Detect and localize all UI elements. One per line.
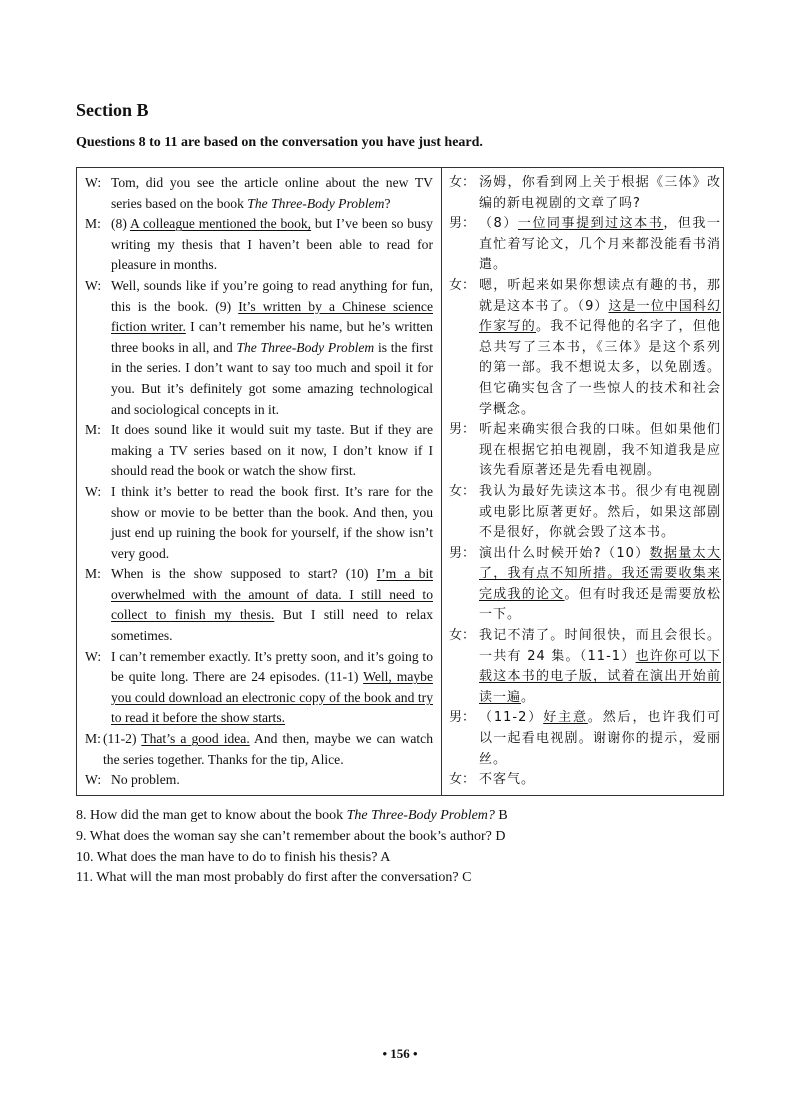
text-segment: No problem. (111, 772, 180, 788)
text-segment: ，但我一直忙着写论文，几个月来都没能看书消遣。 (479, 216, 721, 273)
text-segment: 。 (521, 689, 536, 705)
underlined-answer-text: 一位同事提到过这本书 (517, 216, 664, 232)
dialogue-turn (449, 214, 721, 276)
text-segment: It does sound like it would suit my taste. But if they are making a TV series based on it now, I don’t know if I should read the book or watch the show first. (111, 422, 433, 479)
dialogue-turn (449, 626, 721, 708)
text-segment: What does the man have to do to finish his thesis? (93, 849, 378, 865)
answer-key: D (495, 828, 506, 844)
dialogue-turn (449, 708, 721, 770)
text-segment: 。但有时我还是需要放松一下。 (479, 586, 721, 623)
text-segment: How did the man get to know about the book (86, 808, 347, 823)
dialogue-text (479, 420, 721, 482)
question-item (76, 848, 726, 869)
underlined-answer-text: It’s written by a Chinese science fiction writer. (111, 298, 433, 335)
dialogue-turn (85, 729, 433, 770)
column-divider (441, 168, 442, 795)
dialogue-turn (85, 173, 433, 214)
speaker-label: M: (85, 566, 101, 582)
speaker-label: 女： (449, 277, 476, 293)
underlined-answer-text: That’s a good idea. (141, 731, 250, 747)
text-segment: 。我不记得他的名字了，但他总共写了三本书，《三体》是这个系列的第一部。我不想说太多，以免剧透。但它确实包含了一些惊人的技术和社会学概念。 (479, 319, 721, 417)
text-segment: 嗯，听起来如果你想读点有趣的书，那就是这本书了。（9） (479, 277, 721, 314)
text-segment: but I’ve been so busy writing my thesis that I haven’t been able to read for pleasure in months. (111, 216, 433, 273)
text-segment: Well, sounds like if you’re going to read anything for fun, this is the book. (9) (111, 277, 433, 314)
speaker-label: W: (85, 175, 102, 190)
text-segment: I can’t remember his name, but he’s written three books in all, and (111, 319, 433, 355)
dialogue-text (479, 544, 721, 626)
text-segment: 演出什么时候开始?（10） (479, 545, 650, 561)
underlined-answer-text: 这是一位中国科幻作家写的 (479, 298, 721, 335)
text-segment: 听起来确实很合我的口味。但如果他们现在根据它拍电视剧，我不知道我是应该先看原著还是先看电视剧。 (479, 422, 721, 479)
speaker-label: W: (85, 277, 102, 293)
underlined-answer-text: Well, maybe you could download an electronic copy of the book and try to read it before the show starts. (111, 669, 433, 726)
italic-title-text: The Three-Body Problem? (346, 808, 495, 823)
text-segment: Tom, did you see the article online about the new TV series based on the book (111, 175, 433, 211)
dialogue-turn (85, 564, 433, 646)
dialogue-text (111, 647, 433, 729)
dialogue-turn (449, 276, 721, 420)
dialogue-text (111, 482, 433, 564)
text-segment: And then, maybe we can watch the series together. Thanks for the tip, Alice. (103, 731, 433, 767)
dialogue-turn (449, 544, 721, 626)
chinese-transcript (449, 173, 721, 791)
text-segment: ? (384, 195, 391, 211)
dialogue-text (479, 173, 721, 214)
dialogue-text (111, 173, 433, 214)
dialogue-turn (85, 770, 433, 791)
dialogue-text (111, 420, 433, 482)
dialogue-text (111, 770, 433, 791)
text-segment: (8) (111, 216, 130, 232)
question-item (76, 806, 726, 827)
question-number: 8. (76, 808, 87, 823)
dialogue-text (479, 626, 721, 708)
dialogue-turn (85, 276, 433, 420)
speaker-label: 男： (449, 216, 476, 232)
answer-key: C (462, 870, 472, 886)
speaker-label: 男： (449, 422, 476, 438)
text-segment: （11-2） (479, 710, 544, 726)
underlined-answer-text: 数据量太大了，我有点不知所措。我还需要收集来完成我的论文 (479, 545, 721, 602)
dialogue-turn (449, 420, 721, 482)
speaker-label: 女： (449, 628, 476, 644)
dialogue-text (479, 708, 721, 770)
dialogue-text (479, 482, 721, 544)
section-title: Section B (76, 100, 149, 120)
dialogue-turn (449, 770, 721, 791)
answer-key: B (498, 808, 508, 823)
text-segment: 。然后，也许我们可以一起看电视剧。谢谢你的提示，爱丽丝。 (479, 710, 721, 767)
italic-title-text: The Three-Body Problem (236, 339, 375, 355)
dialogue-turn (449, 482, 721, 544)
text-segment: When is the show supposed to start? (10) (111, 566, 377, 582)
dialogue-text (479, 770, 721, 791)
speaker-label: M: (85, 216, 101, 232)
question-item (76, 827, 726, 848)
dialogue-turn (449, 173, 721, 214)
instruction: Questions 8 to 11 are based on the conversation you have just heard. (76, 135, 483, 150)
dialogue-text (479, 276, 721, 420)
dialogue-turn (85, 420, 433, 482)
speaker-label: 男： (449, 710, 476, 726)
question-number: 11. (76, 870, 93, 886)
speaker-label: 女： (449, 772, 476, 788)
dialogue-text (111, 214, 433, 276)
dialogue-text (111, 276, 433, 420)
dialogue-text (111, 564, 433, 646)
text-segment: （8） (479, 216, 518, 232)
speaker-label: 女： (449, 483, 476, 499)
questions-list (76, 806, 726, 889)
text-segment: (11-2) (103, 731, 142, 747)
english-transcript (85, 173, 433, 791)
underlined-answer-text: 好主意 (543, 710, 588, 726)
speaker-label: W: (85, 483, 102, 499)
text-segment: I think it’s better to read the book first. It’s rare for the show or movie to be better than the book. And then, you just end up ruining the book for yourself, if the show isn’t very good. (111, 483, 433, 561)
speaker-label: W: (85, 648, 102, 664)
text-segment: What will the man most probably do first after the conversation? (92, 870, 459, 886)
text-segment: 我记不清了。时间很快，而且会很长。一共有 24 集。（11-1） (479, 628, 721, 664)
question-item (76, 868, 726, 889)
page-number: • 156 • (382, 1046, 418, 1061)
text-segment: 我认为最好先读这本书。很少有电视剧或电影比原著更好。然后，如果这部剧不是很好，你就会毁了这本书。 (479, 483, 721, 541)
italic-title-text: The Three-Body Problem (247, 195, 385, 211)
dialogue-text (103, 729, 433, 770)
text-segment: 汤姆，你看到网上关于根据《三体》改编的新电视剧的文章了吗? (479, 175, 721, 211)
dialogue-turn (85, 214, 433, 276)
question-number: 9. (76, 828, 87, 844)
speaker-label: M: (85, 422, 101, 438)
speaker-label: W: (85, 772, 102, 788)
text-segment: What does the woman say she can’t remember about the book’s author? (86, 828, 492, 844)
question-number: 10. (76, 849, 94, 865)
text-segment: 不客气。 (479, 772, 536, 788)
text-segment: is the first in the series. I don’t want to say too much and spoil it for you. But it’s definitely got some amazing technological and sociological concepts in it. (111, 339, 433, 417)
speaker-label: 男： (449, 545, 476, 561)
dialogue-turn (85, 482, 433, 564)
dialogue-turn (85, 647, 433, 729)
speaker-label: M: (85, 731, 101, 747)
underlined-answer-text: 也许你可以下载这本书的电子版，试着在演出开始前读一遍 (479, 648, 721, 705)
dialogue-text (479, 214, 721, 276)
underlined-answer-text: I’m a bit overwhelmed with the amount of data. I still need to collect to finish my thesis. (111, 566, 433, 623)
underlined-answer-text: A colleague mentioned the book, (129, 216, 312, 232)
text-segment: But I still need to relax sometimes. (111, 607, 433, 644)
transcript-table (76, 167, 724, 796)
text-segment: I can’t remember exactly. It’s pretty soon, and it’s going to be quite long. There are 24 episodes. (11-1) (111, 648, 433, 685)
speaker-label: 女： (449, 175, 476, 190)
answer-key: A (380, 849, 391, 865)
